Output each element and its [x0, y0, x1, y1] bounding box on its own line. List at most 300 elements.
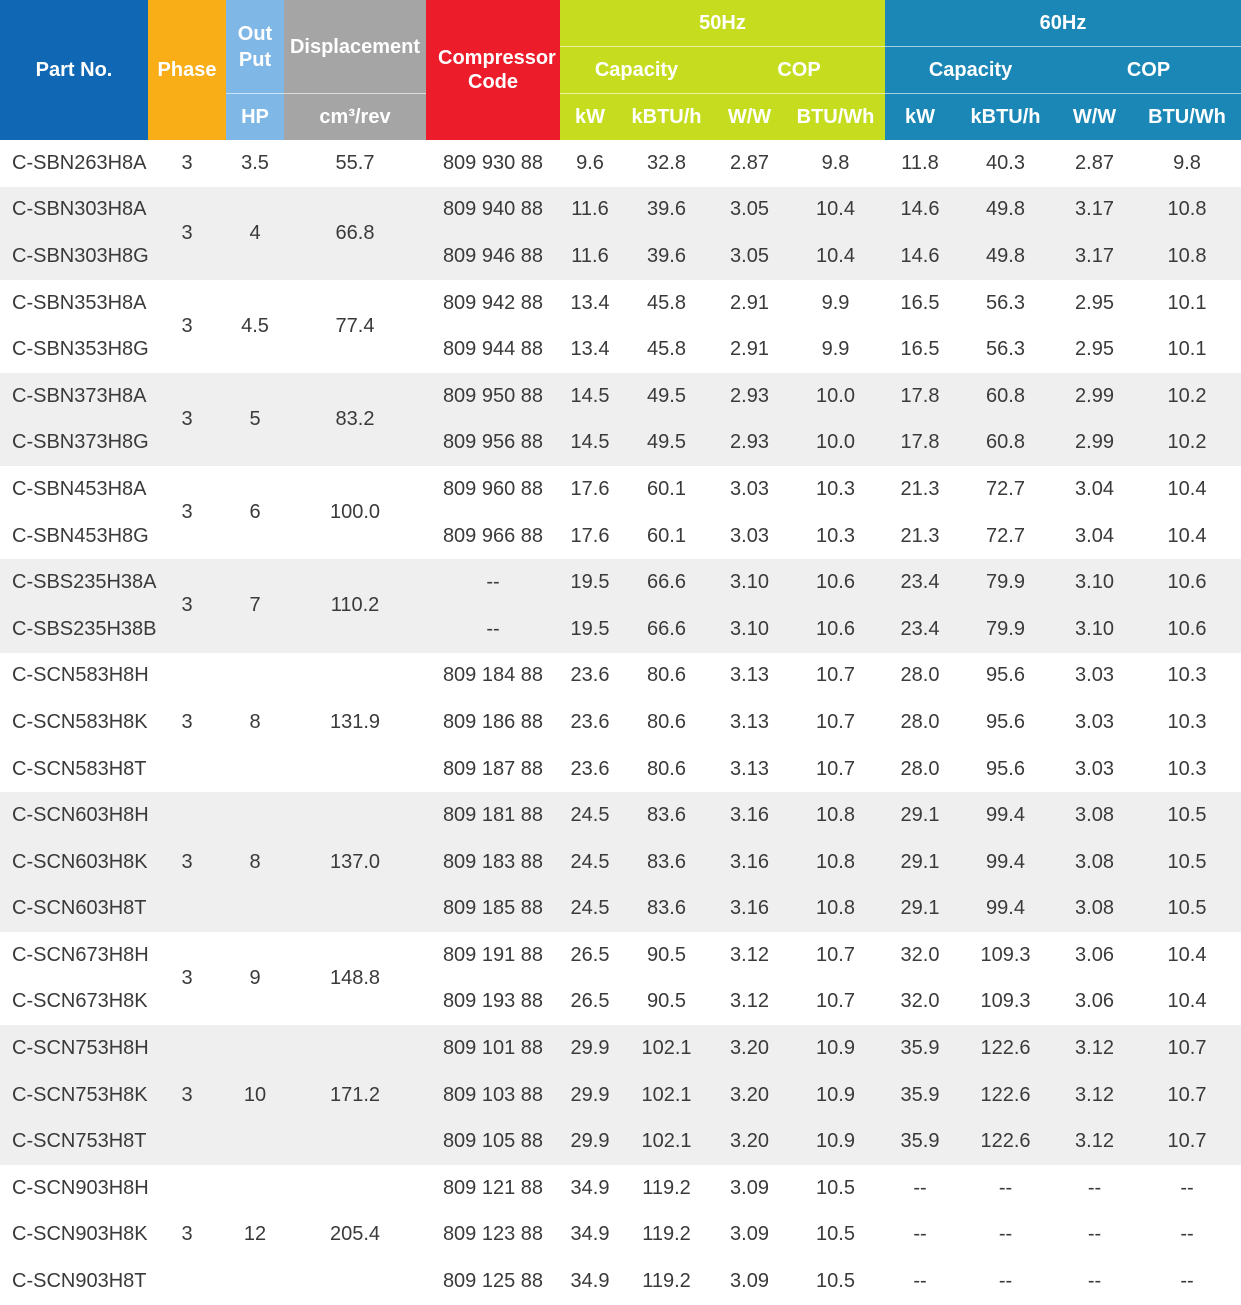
header-phase: Phase	[148, 0, 226, 140]
btuwh-60hz-cell: 10.4	[1133, 513, 1241, 560]
phase-cell: 3	[148, 559, 226, 652]
phase-cell: 3	[148, 140, 226, 187]
btuwh-50hz-cell: 10.8	[786, 792, 885, 839]
model-group	[0, 280, 1241, 373]
kbtuh-50hz-cell: 80.6	[620, 699, 713, 746]
kbtuh-60hz-cell: 109.3	[955, 932, 1056, 979]
model-group	[0, 653, 1241, 793]
ww-50hz-cell: 3.09	[713, 1165, 786, 1212]
kw-60hz-cell: 23.4	[885, 606, 955, 653]
header-output	[226, 0, 284, 94]
btuwh-50hz-cell: 10.4	[786, 233, 885, 280]
ww-50hz-cell: 2.91	[713, 326, 786, 373]
ww-50hz-cell: 2.87	[713, 140, 786, 187]
kbtuh-60hz-cell: 122.6	[955, 1072, 1056, 1119]
kw-60hz-cell: 28.0	[885, 653, 955, 700]
model-group	[0, 932, 1241, 1025]
part-no-cell: C-SBN263H8A	[0, 140, 148, 187]
header-part-no: Part No.	[0, 0, 148, 140]
ww-60hz-cell: 3.08	[1056, 839, 1133, 886]
ww-50hz-cell: 3.12	[713, 979, 786, 1026]
btuwh-60hz-cell: 9.8	[1133, 140, 1241, 187]
compressor-code-cell: 809 966 88	[426, 513, 560, 560]
table-header	[0, 0, 1241, 140]
compressor-code-cell: 809 956 88	[426, 420, 560, 467]
ww-60hz-cell: 3.06	[1056, 932, 1133, 979]
kw-50hz-cell: 19.5	[560, 606, 620, 653]
kw-50hz-cell: 29.9	[560, 1118, 620, 1165]
btuwh-50hz-cell: 10.9	[786, 1072, 885, 1119]
kbtuh-50hz-cell: 83.6	[620, 839, 713, 886]
btuwh-60hz-cell: 10.4	[1133, 466, 1241, 513]
part-no-cell: C-SBS235H38A	[0, 559, 148, 606]
header-unit-kbtuh-60hz: kBTU/h	[955, 94, 1056, 141]
btuwh-60hz-cell: 10.1	[1133, 326, 1241, 373]
btuwh-60hz-cell: 10.4	[1133, 979, 1241, 1026]
kbtuh-60hz-cell: 56.3	[955, 280, 1056, 327]
displacement-cell: 110.2	[284, 559, 426, 652]
kbtuh-60hz-cell: 122.6	[955, 1118, 1056, 1165]
header-50hz: 50Hz	[560, 0, 885, 47]
btuwh-50hz-cell: 10.9	[786, 1025, 885, 1072]
model-group	[0, 140, 1241, 187]
kw-50hz-cell: 9.6	[560, 140, 620, 187]
compressor-code-cell: 809 184 88	[426, 653, 560, 700]
hp-cell: 12	[226, 1165, 284, 1305]
kbtuh-50hz-cell: 102.1	[620, 1118, 713, 1165]
compressor-code-cell: 809 960 88	[426, 466, 560, 513]
kbtuh-60hz-cell: --	[955, 1165, 1056, 1212]
kbtuh-60hz-cell: 99.4	[955, 886, 1056, 933]
header-capacity-50hz: Capacity	[560, 47, 713, 94]
part-no-cell: C-SCN603H8T	[0, 886, 148, 933]
btuwh-50hz-cell: 9.9	[786, 280, 885, 327]
compressor-code-cell: --	[426, 559, 560, 606]
displacement-cell: 148.8	[284, 932, 426, 1025]
phase-cell: 3	[148, 466, 226, 559]
table-row	[0, 653, 1241, 700]
kw-50hz-cell: 24.5	[560, 886, 620, 933]
phase-cell: 3	[148, 187, 226, 280]
kbtuh-60hz-cell: 99.4	[955, 792, 1056, 839]
part-no-cell: C-SBN353H8A	[0, 280, 148, 327]
compressor-code-cell: 809 183 88	[426, 839, 560, 886]
table-row	[0, 559, 1241, 606]
hp-cell: 5	[226, 373, 284, 466]
btuwh-60hz-cell: 10.7	[1133, 1025, 1241, 1072]
kw-50hz-cell: 24.5	[560, 792, 620, 839]
kbtuh-50hz-cell: 80.6	[620, 653, 713, 700]
kw-50hz-cell: 17.6	[560, 513, 620, 560]
part-no-cell: C-SBN453H8A	[0, 466, 148, 513]
btuwh-50hz-cell: 10.6	[786, 559, 885, 606]
ww-60hz-cell: 3.12	[1056, 1118, 1133, 1165]
btuwh-50hz-cell: 10.3	[786, 513, 885, 560]
kbtuh-50hz-cell: 45.8	[620, 280, 713, 327]
header-unit-btuwh-50hz: BTU/Wh	[786, 94, 885, 141]
btuwh-60hz-cell: 10.5	[1133, 886, 1241, 933]
table-row	[0, 792, 1241, 839]
kbtuh-60hz-cell: 60.8	[955, 420, 1056, 467]
kbtuh-50hz-cell: 66.6	[620, 559, 713, 606]
ww-60hz-cell: 2.99	[1056, 420, 1133, 467]
kbtuh-50hz-cell: 66.6	[620, 606, 713, 653]
hp-cell: 3.5	[226, 140, 284, 187]
ww-60hz-cell: --	[1056, 1212, 1133, 1259]
displacement-cell: 205.4	[284, 1165, 426, 1305]
table-row	[0, 187, 1241, 234]
table-row	[0, 140, 1241, 187]
btuwh-50hz-cell: 10.7	[786, 746, 885, 793]
displacement-cell: 77.4	[284, 280, 426, 373]
btuwh-50hz-cell: 10.5	[786, 1165, 885, 1212]
kw-50hz-cell: 26.5	[560, 979, 620, 1026]
kbtuh-60hz-cell: --	[955, 1258, 1056, 1305]
ww-50hz-cell: 3.03	[713, 466, 786, 513]
kw-50hz-cell: 23.6	[560, 746, 620, 793]
ww-50hz-cell: 3.16	[713, 792, 786, 839]
phase-cell: 3	[148, 1165, 226, 1305]
btuwh-50hz-cell: 10.0	[786, 373, 885, 420]
ww-50hz-cell: 2.91	[713, 280, 786, 327]
kw-60hz-cell: 21.3	[885, 466, 955, 513]
kw-50hz-cell: 34.9	[560, 1212, 620, 1259]
ww-50hz-cell: 3.10	[713, 559, 786, 606]
btuwh-60hz-cell: 10.5	[1133, 792, 1241, 839]
compressor-code-cell: 809 101 88	[426, 1025, 560, 1072]
compressor-code-cell: 809 125 88	[426, 1258, 560, 1305]
model-group	[0, 792, 1241, 932]
ww-50hz-cell: 3.09	[713, 1258, 786, 1305]
btuwh-50hz-cell: 9.8	[786, 140, 885, 187]
kw-60hz-cell: 16.5	[885, 280, 955, 327]
part-no-cell: C-SBN453H8G	[0, 513, 148, 560]
kw-50hz-cell: 23.6	[560, 653, 620, 700]
kw-50hz-cell: 26.5	[560, 932, 620, 979]
ww-60hz-cell: 3.10	[1056, 606, 1133, 653]
kw-60hz-cell: 14.6	[885, 187, 955, 234]
kw-50hz-cell: 23.6	[560, 699, 620, 746]
btuwh-50hz-cell: 10.6	[786, 606, 885, 653]
ww-50hz-cell: 3.16	[713, 839, 786, 886]
part-no-cell: C-SCN603H8K	[0, 839, 148, 886]
part-no-cell: C-SBN353H8G	[0, 326, 148, 373]
compressor-code-cell: 809 103 88	[426, 1072, 560, 1119]
displacement-cell: 131.9	[284, 653, 426, 793]
ww-60hz-cell: 2.99	[1056, 373, 1133, 420]
kw-50hz-cell: 17.6	[560, 466, 620, 513]
model-group	[0, 559, 1241, 652]
kw-60hz-cell: 32.0	[885, 932, 955, 979]
kw-50hz-cell: 34.9	[560, 1165, 620, 1212]
part-no-cell: C-SBS235H38B	[0, 606, 148, 653]
ww-50hz-cell: 3.10	[713, 606, 786, 653]
displacement-cell: 137.0	[284, 792, 426, 932]
ww-50hz-cell: 2.93	[713, 420, 786, 467]
header-unit-btuwh-60hz: BTU/Wh	[1133, 94, 1241, 141]
header-unit-ww-60hz: W/W	[1056, 94, 1133, 141]
kbtuh-60hz-cell: --	[955, 1212, 1056, 1259]
kw-50hz-cell: 13.4	[560, 326, 620, 373]
header-compressor-code	[426, 0, 560, 140]
compressor-code-cell: 809 950 88	[426, 373, 560, 420]
part-no-cell: C-SBN373H8A	[0, 373, 148, 420]
ww-60hz-cell: --	[1056, 1165, 1133, 1212]
kw-60hz-cell: 17.8	[885, 420, 955, 467]
ww-60hz-cell: 3.04	[1056, 513, 1133, 560]
btuwh-60hz-cell: 10.2	[1133, 373, 1241, 420]
kbtuh-50hz-cell: 90.5	[620, 979, 713, 1026]
part-no-cell: C-SCN753H8T	[0, 1118, 148, 1165]
kw-50hz-cell: 11.6	[560, 233, 620, 280]
kw-60hz-cell: --	[885, 1258, 955, 1305]
btuwh-60hz-cell: 10.3	[1133, 699, 1241, 746]
btuwh-60hz-cell: 10.7	[1133, 1072, 1241, 1119]
displacement-cell: 100.0	[284, 466, 426, 559]
kw-60hz-cell: 29.1	[885, 839, 955, 886]
kbtuh-60hz-cell: 95.6	[955, 746, 1056, 793]
header-cop-60hz: COP	[1056, 47, 1241, 94]
kbtuh-50hz-cell: 49.5	[620, 373, 713, 420]
hp-cell: 4.5	[226, 280, 284, 373]
compressor-code-cell: 809 181 88	[426, 792, 560, 839]
model-group	[0, 187, 1241, 280]
hp-cell: 9	[226, 932, 284, 1025]
kbtuh-50hz-cell: 119.2	[620, 1258, 713, 1305]
kbtuh-50hz-cell: 45.8	[620, 326, 713, 373]
ww-50hz-cell: 3.03	[713, 513, 786, 560]
part-no-cell: C-SCN753H8K	[0, 1072, 148, 1119]
kbtuh-50hz-cell: 119.2	[620, 1212, 713, 1259]
displacement-cell: 83.2	[284, 373, 426, 466]
part-no-cell: C-SBN373H8G	[0, 420, 148, 467]
header-compressor-code-label: Compressor Code	[438, 47, 556, 93]
btuwh-50hz-cell: 10.0	[786, 420, 885, 467]
part-no-cell: C-SCN903H8K	[0, 1212, 148, 1259]
kw-50hz-cell: 13.4	[560, 280, 620, 327]
btuwh-50hz-cell: 10.8	[786, 839, 885, 886]
kbtuh-50hz-cell: 119.2	[620, 1165, 713, 1212]
compressor-code-cell: 809 946 88	[426, 233, 560, 280]
header-unit-kbtuh-50hz: kBTU/h	[620, 94, 713, 141]
btuwh-60hz-cell: --	[1133, 1165, 1241, 1212]
btuwh-60hz-cell: 10.6	[1133, 559, 1241, 606]
part-no-cell: C-SCN673H8H	[0, 932, 148, 979]
btuwh-60hz-cell: 10.1	[1133, 280, 1241, 327]
compressor-code-cell: 809 942 88	[426, 280, 560, 327]
kbtuh-50hz-cell: 102.1	[620, 1072, 713, 1119]
kw-60hz-cell: 14.6	[885, 233, 955, 280]
compressor-code-cell: 809 191 88	[426, 932, 560, 979]
btuwh-50hz-cell: 10.5	[786, 1212, 885, 1259]
compressor-code-cell: 809 944 88	[426, 326, 560, 373]
compressor-code-cell: 809 193 88	[426, 979, 560, 1026]
ww-50hz-cell: 3.13	[713, 699, 786, 746]
kw-60hz-cell: 35.9	[885, 1118, 955, 1165]
btuwh-60hz-cell: 10.3	[1133, 653, 1241, 700]
kw-50hz-cell: 14.5	[560, 373, 620, 420]
btuwh-50hz-cell: 10.7	[786, 653, 885, 700]
ww-60hz-cell: 3.12	[1056, 1072, 1133, 1119]
btuwh-50hz-cell: 10.7	[786, 699, 885, 746]
ww-60hz-cell: 3.17	[1056, 233, 1133, 280]
kbtuh-60hz-cell: 49.8	[955, 233, 1056, 280]
hp-cell: 10	[226, 1025, 284, 1165]
header-unit-ww-50hz: W/W	[713, 94, 786, 141]
kw-60hz-cell: 16.5	[885, 326, 955, 373]
part-no-cell: C-SCN903H8H	[0, 1165, 148, 1212]
header-displacement: Displacement	[284, 0, 426, 94]
header-60hz: 60Hz	[885, 0, 1241, 47]
btuwh-60hz-cell: 10.8	[1133, 187, 1241, 234]
compressor-code-cell: --	[426, 606, 560, 653]
kbtuh-60hz-cell: 79.9	[955, 559, 1056, 606]
btuwh-50hz-cell: 10.3	[786, 466, 885, 513]
model-group	[0, 373, 1241, 466]
hp-cell: 8	[226, 792, 284, 932]
compressor-code-cell: 809 185 88	[426, 886, 560, 933]
phase-cell: 3	[148, 1025, 226, 1165]
hp-cell: 8	[226, 653, 284, 793]
btuwh-60hz-cell: 10.6	[1133, 606, 1241, 653]
kbtuh-50hz-cell: 32.8	[620, 140, 713, 187]
ww-60hz-cell: 3.08	[1056, 792, 1133, 839]
displacement-cell: 171.2	[284, 1025, 426, 1165]
btuwh-50hz-cell: 10.4	[786, 187, 885, 234]
ww-50hz-cell: 3.12	[713, 932, 786, 979]
kw-60hz-cell: 35.9	[885, 1072, 955, 1119]
btuwh-60hz-cell: 10.4	[1133, 932, 1241, 979]
ww-50hz-cell: 3.16	[713, 886, 786, 933]
kw-60hz-cell: 35.9	[885, 1025, 955, 1072]
header-unit-kw-50hz: kW	[560, 94, 620, 141]
kbtuh-50hz-cell: 80.6	[620, 746, 713, 793]
kbtuh-60hz-cell: 72.7	[955, 513, 1056, 560]
kw-50hz-cell: 11.6	[560, 187, 620, 234]
ww-60hz-cell: 3.17	[1056, 187, 1133, 234]
kbtuh-60hz-cell: 122.6	[955, 1025, 1056, 1072]
ww-50hz-cell: 3.20	[713, 1118, 786, 1165]
ww-60hz-cell: 3.08	[1056, 886, 1133, 933]
ww-50hz-cell: 2.93	[713, 373, 786, 420]
ww-60hz-cell: 3.03	[1056, 746, 1133, 793]
btuwh-60hz-cell: 10.3	[1133, 746, 1241, 793]
header-cop-50hz: COP	[713, 47, 885, 94]
ww-60hz-cell: --	[1056, 1258, 1133, 1305]
phase-cell: 3	[148, 932, 226, 1025]
ww-60hz-cell: 3.12	[1056, 1025, 1133, 1072]
displacement-cell: 66.8	[284, 187, 426, 280]
hp-cell: 6	[226, 466, 284, 559]
ww-60hz-cell: 3.03	[1056, 699, 1133, 746]
displacement-cell: 55.7	[284, 140, 426, 187]
kw-50hz-cell: 19.5	[560, 559, 620, 606]
kw-60hz-cell: 21.3	[885, 513, 955, 560]
ww-50hz-cell: 3.20	[713, 1072, 786, 1119]
header-unit-kw-60hz: kW	[885, 94, 955, 141]
ww-50hz-cell: 3.13	[713, 653, 786, 700]
kw-50hz-cell: 29.9	[560, 1072, 620, 1119]
table-row	[0, 932, 1241, 979]
kw-60hz-cell: 29.1	[885, 792, 955, 839]
model-group	[0, 1165, 1241, 1305]
kbtuh-60hz-cell: 49.8	[955, 187, 1056, 234]
kbtuh-60hz-cell: 109.3	[955, 979, 1056, 1026]
btuwh-60hz-cell: --	[1133, 1212, 1241, 1259]
compressor-code-cell: 809 940 88	[426, 187, 560, 234]
btuwh-50hz-cell: 10.7	[786, 932, 885, 979]
table-row	[0, 1165, 1241, 1212]
part-no-cell: C-SBN303H8A	[0, 187, 148, 234]
btuwh-50hz-cell: 10.8	[786, 886, 885, 933]
kbtuh-60hz-cell: 40.3	[955, 140, 1056, 187]
part-no-cell: C-SBN303H8G	[0, 233, 148, 280]
model-group	[0, 1025, 1241, 1165]
header-displacement-unit: cm³/rev	[284, 94, 426, 141]
header-output-unit: HP	[226, 94, 284, 141]
btuwh-50hz-cell: 10.9	[786, 1118, 885, 1165]
header-output-label: Out Put	[237, 22, 273, 71]
kw-50hz-cell: 29.9	[560, 1025, 620, 1072]
hp-cell: 4	[226, 187, 284, 280]
table-row	[0, 1025, 1241, 1072]
compressor-code-cell: 809 105 88	[426, 1118, 560, 1165]
phase-cell: 3	[148, 653, 226, 793]
btuwh-60hz-cell: 10.8	[1133, 233, 1241, 280]
phase-cell: 3	[148, 792, 226, 932]
kbtuh-60hz-cell: 72.7	[955, 466, 1056, 513]
ww-60hz-cell: 2.87	[1056, 140, 1133, 187]
compressor-code-cell: 809 187 88	[426, 746, 560, 793]
ww-50hz-cell: 3.13	[713, 746, 786, 793]
ww-50hz-cell: 3.09	[713, 1212, 786, 1259]
part-no-cell: C-SCN603H8H	[0, 792, 148, 839]
phase-cell: 3	[148, 280, 226, 373]
kbtuh-60hz-cell: 56.3	[955, 326, 1056, 373]
btuwh-50hz-cell: 9.9	[786, 326, 885, 373]
kbtuh-50hz-cell: 83.6	[620, 792, 713, 839]
ww-50hz-cell: 3.05	[713, 187, 786, 234]
compressor-code-cell: 809 123 88	[426, 1212, 560, 1259]
kw-60hz-cell: 28.0	[885, 699, 955, 746]
kw-60hz-cell: --	[885, 1165, 955, 1212]
ww-60hz-cell: 2.95	[1056, 280, 1133, 327]
kbtuh-60hz-cell: 79.9	[955, 606, 1056, 653]
kbtuh-50hz-cell: 83.6	[620, 886, 713, 933]
table-row	[0, 373, 1241, 420]
kw-50hz-cell: 24.5	[560, 839, 620, 886]
phase-cell: 3	[148, 373, 226, 466]
btuwh-60hz-cell: 10.5	[1133, 839, 1241, 886]
kw-50hz-cell: 14.5	[560, 420, 620, 467]
kbtuh-50hz-cell: 49.5	[620, 420, 713, 467]
part-no-cell: C-SCN753H8H	[0, 1025, 148, 1072]
ww-60hz-cell: 3.03	[1056, 653, 1133, 700]
header-capacity-60hz: Capacity	[885, 47, 1056, 94]
kw-60hz-cell: --	[885, 1212, 955, 1259]
kw-60hz-cell: 23.4	[885, 559, 955, 606]
btuwh-60hz-cell: --	[1133, 1258, 1241, 1305]
part-no-cell: C-SCN673H8K	[0, 979, 148, 1026]
kbtuh-60hz-cell: 60.8	[955, 373, 1056, 420]
part-no-cell: C-SCN583H8K	[0, 699, 148, 746]
ww-60hz-cell: 3.10	[1056, 559, 1133, 606]
kbtuh-50hz-cell: 60.1	[620, 466, 713, 513]
part-no-cell: C-SCN583H8H	[0, 653, 148, 700]
kbtuh-50hz-cell: 39.6	[620, 187, 713, 234]
ww-60hz-cell: 2.95	[1056, 326, 1133, 373]
compressor-code-cell: 809 186 88	[426, 699, 560, 746]
